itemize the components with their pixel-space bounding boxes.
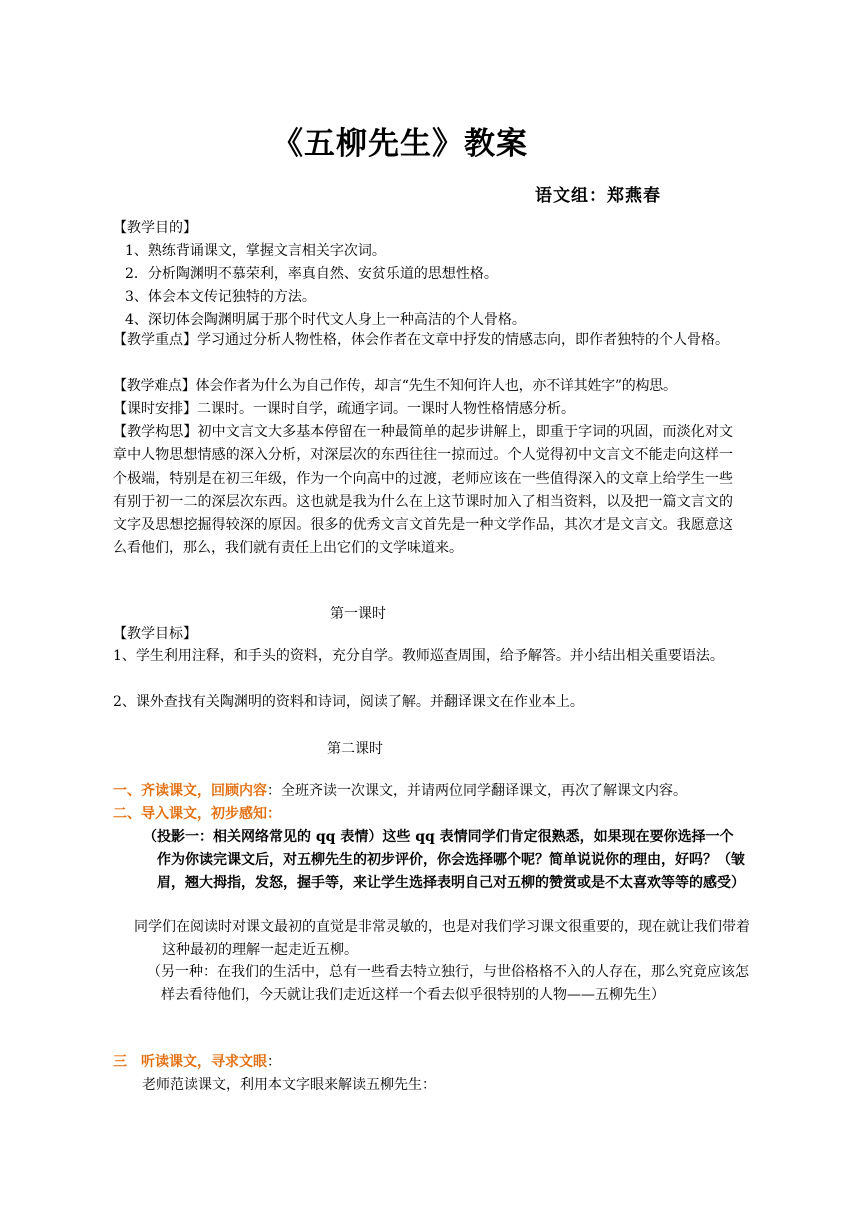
goal-item-3: 3、体会本文传记独特的方法。 bbox=[125, 289, 316, 305]
section-1 bbox=[113, 780, 687, 803]
goal-item-4: 4、深切体会陶渊明属于那个时代文人身上一种高洁的个人骨格。 bbox=[125, 312, 526, 328]
section-1-text: ：全班齐读一次课文，并请两位同学翻译课文，再次了解课文内容。 bbox=[267, 783, 687, 799]
schedule: 【课时安排】二课时。一课时自学，疏通字词。一课时人物性格情感分析。 bbox=[113, 401, 575, 417]
difficulty: 【教学难点】体会作者为什么为自己作传，却言“先生不知何许人也，亦不详其姓字”的构思。 bbox=[113, 378, 677, 394]
projection-note: （投影一：相关网络常见的 qq 表情）这些 qq 表情同学们肯定很熟悉，如果现在要你选择一个作为你读完课文后，对五柳先生的初步评价，你会选择哪个呢？简单说说你的理由，好吗？（皱眉，翘大拇指，发怒，握手等，来让学生选择表明自己对五柳的赞赏或是不太喜欢等等的感受） bbox=[143, 829, 745, 892]
section-3-label: 三 听读课文，寻求文眼 bbox=[113, 1054, 267, 1070]
section-3-text: 老师范读课文，利用本文字眼来解读五柳先生： bbox=[142, 1077, 436, 1093]
lesson1-heading: 第一课时 bbox=[330, 606, 386, 622]
lesson1-item-1: 1、学生利用注释，和手头的资料，充分自学。教师巡查周围，给予解答。并小结出相关重要语法。 bbox=[113, 648, 724, 664]
paragraph-direct-intuition: 同学们在阅读时对课文最初的直觉是非常灵敏的，也是对我们学习课文很重要的，现在就让我们带着这种最初的理解一起走近五柳。 bbox=[134, 919, 750, 959]
goal-item-2: 2．分析陶渊明不慕荣利，率真自然、安贫乐道的思想性格。 bbox=[125, 266, 498, 282]
key-point: 【教学重点】学习通过分析人物性格，体会作者在文章中抒发的情感志向，即作者独特的个人骨格。 bbox=[113, 332, 729, 348]
teaching-concept: 【教学构思】初中文言文大多基本停留在一种最简单的起步讲解上，即重于字词的巩固，而淡化对文章中人物思想情感的深入分析，对深层次的东西往往一掠而过。个人觉得初中文言文不能走向这样一个极端，特别是在初三年级，作为一个向高中的过渡，老师应该在一些值得深入的文章上给学生一些有别于初一二的深层次东西。这也就是我为什么在上这节课时加入了相当资料，以及把一篇文言文的文字及思想挖掘得较深的原因。很多的优秀文言文首先是一种文学作品，其次才是文言文。我愿意这么看他们，那么，我们就有责任上出它们的文学味道来。 bbox=[113, 424, 733, 557]
section-1-label: 一、齐读课文，回顾内容 bbox=[113, 783, 267, 799]
section-2-label: 二、导入课文，初步感知： bbox=[113, 806, 281, 822]
lesson1-item-2: 2、课外查找有关陶渊明的资料和诗词，阅读了解。并翻译课文在作业本上。 bbox=[113, 694, 584, 710]
paragraph-alternative-intro: （另一种：在我们的生活中，总有一些看去特立独行，与世俗格格不入的人存在，那么究竟应该怎样去看待他们，今天就让我们走近这样一个看去似乎很特别的人物——五柳先生） bbox=[147, 964, 749, 1004]
section-3 bbox=[113, 1051, 281, 1074]
goal-item-1: 1、熟练背诵课文，掌握文言相关字次词。 bbox=[125, 243, 386, 259]
lesson1-goals-heading: 【教学目标】 bbox=[113, 626, 197, 642]
goals-heading: 【教学目的】 bbox=[113, 220, 197, 236]
page-title: 《五柳先生》教案 bbox=[272, 126, 528, 162]
lesson2-heading: 第二课时 bbox=[327, 741, 383, 757]
section-3-colon: ： bbox=[267, 1054, 281, 1070]
author-line: 语文组：郑燕春 bbox=[535, 186, 661, 206]
